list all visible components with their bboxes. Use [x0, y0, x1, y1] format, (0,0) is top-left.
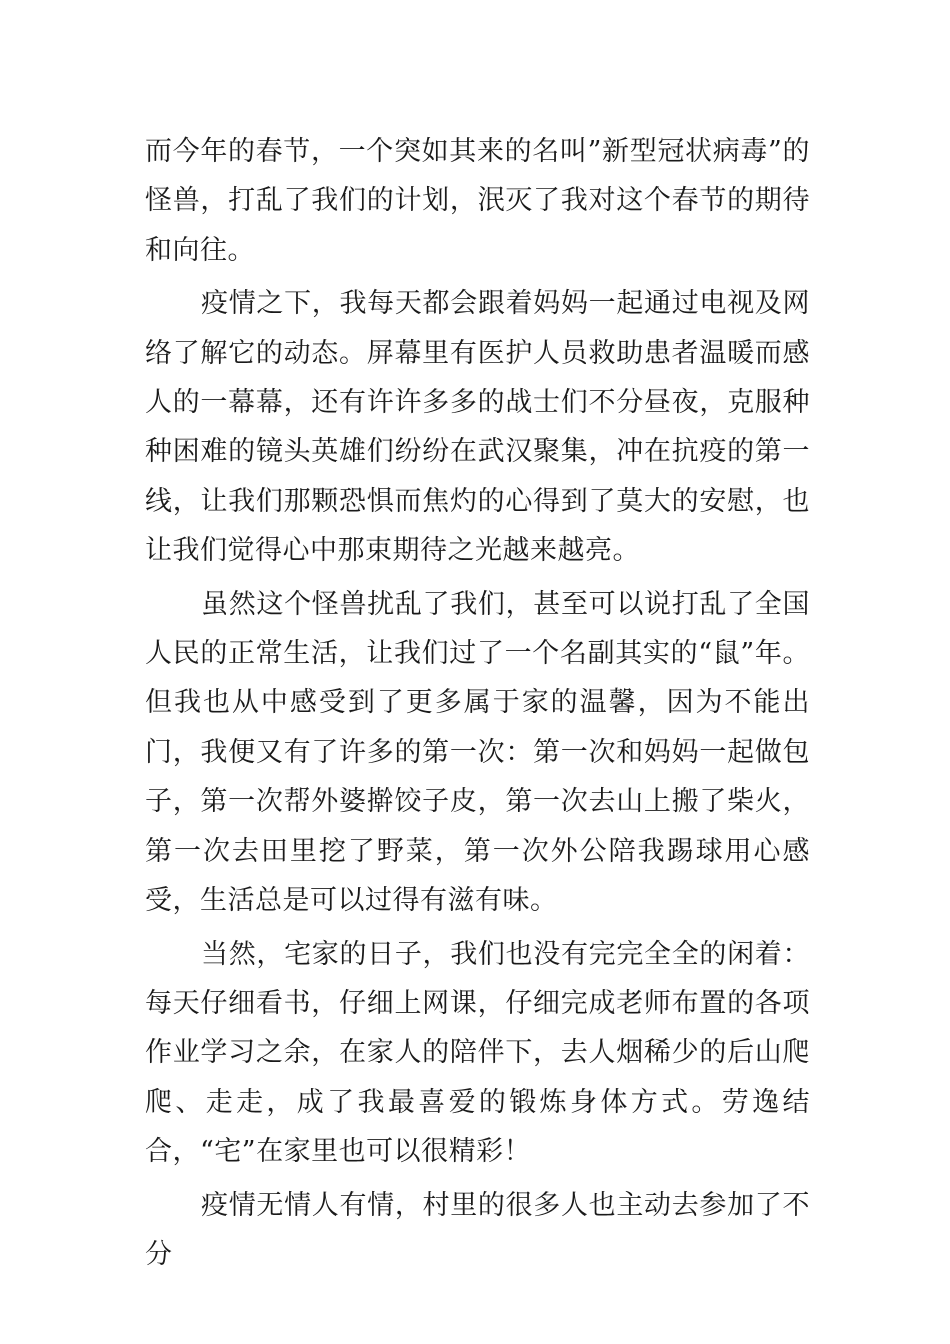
document-page	[145, 127, 810, 1283]
paragraph-2: 疫情之下，我每天都会跟着妈妈一起通过电视及网络了解它的动态。屏幕里有医护人员救助患者温暖而感人的一幕幕，还有许许多多的战士们不分昼夜，克服种种困难的镜头英雄们纷纷在武汉聚集，冲在抗疫的第一线，让我们那颗恐惧而焦灼的心得到了莫大的安慰，也让我们觉得心中那束期待之光越来越亮。	[145, 288, 810, 567]
paragraph-5: 疫情无情人有情，村里的很多人也主动去参加了不分	[145, 1189, 810, 1270]
paragraph-4: 当然，宅家的日子，我们也没有完完全全的闲着：每天仔细看书，仔细上网课，仔细完成老师布置的各项作业学习之余，在家人的陪伴下，去人烟稀少的后山爬爬、走走，成了我最喜爱的锻炼身体方式。劳逸结合，“宅”在家里也可以很精彩！	[145, 938, 810, 1168]
paragraph-1: 而今年的春节，一个突如其来的名叫”新型冠状病毒”的怪兽，打乱了我们的计划，泯灭了我对这个春节的期待和向往。	[145, 136, 810, 266]
paragraph-3: 虽然这个怪兽扰乱了我们，甚至可以说打乱了全国人民的正常生活，让我们过了一个名副其实的“鼠”年。但我也从中感受到了更多属于家的温馨，因为不能出门，我便又有了许多的第一次：第一次和妈妈一起做包子，第一次帮外婆擀饺子皮，第一次去山上搬了柴火，第一次去田里挖了野菜，第一次外公陪我踢球用心感受，生活总是可以过得有滋有味。	[145, 588, 810, 917]
